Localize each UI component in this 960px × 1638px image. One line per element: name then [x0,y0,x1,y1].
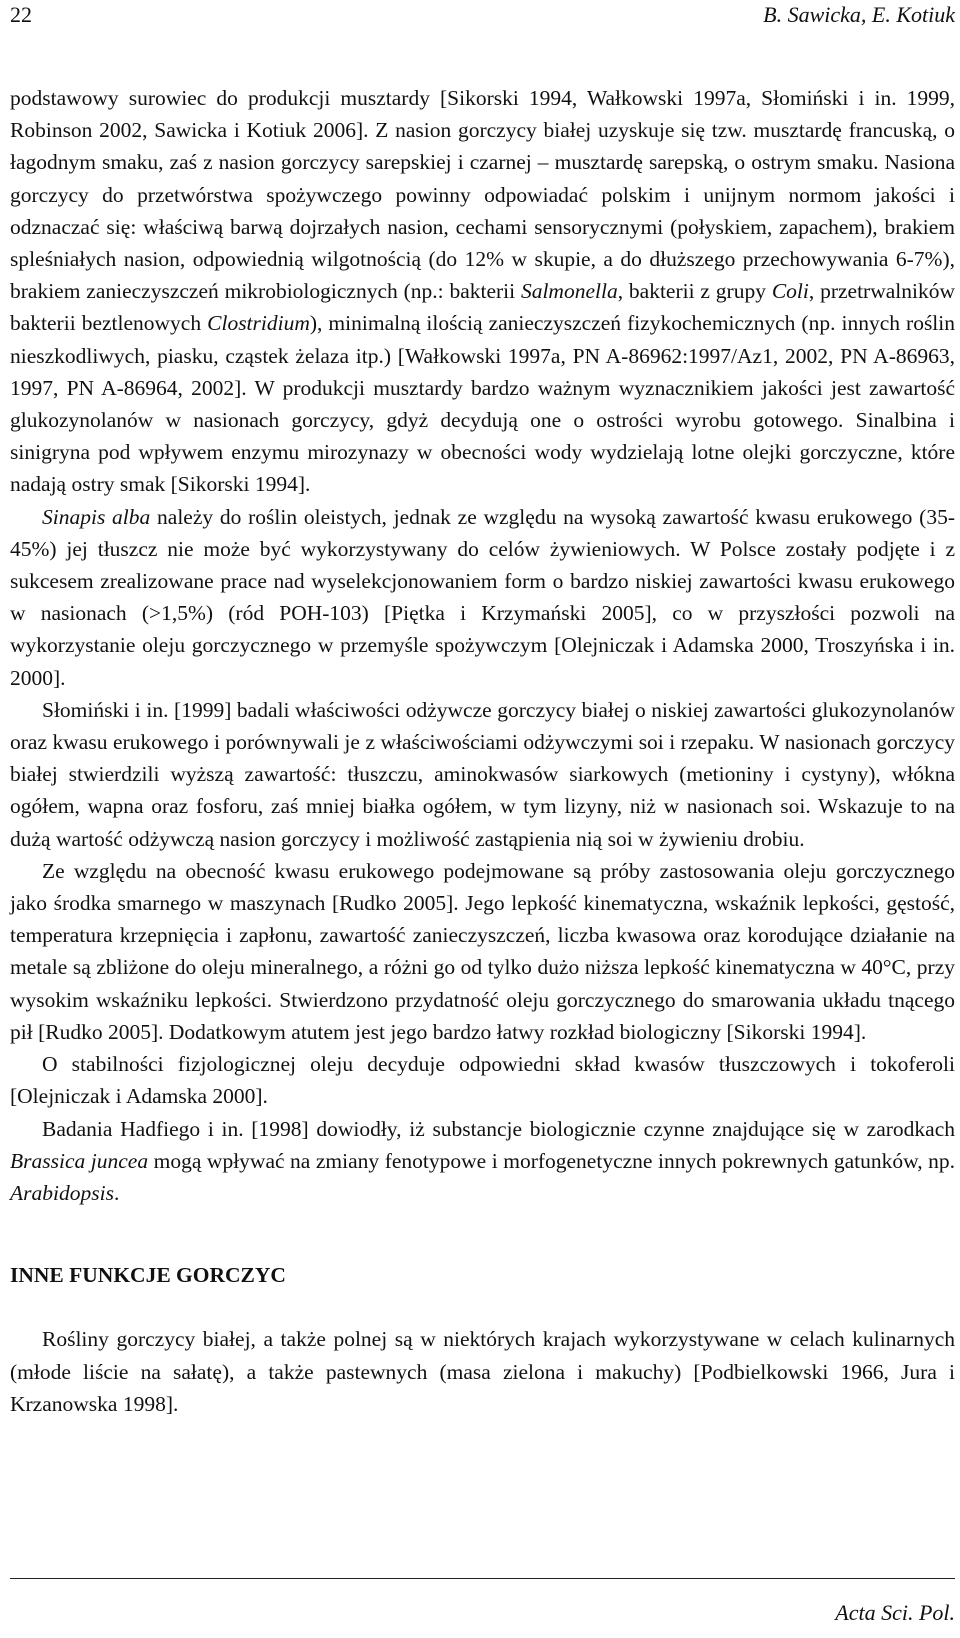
section-paragraphs [10,1323,955,1420]
body-paragraph [10,855,955,1048]
body-paragraph [10,1113,955,1210]
body-paragraph [10,1323,955,1420]
footer-rule [10,1578,955,1579]
section-heading: INNE FUNKCJE GORCZYC [10,1263,286,1288]
italic-term: Coli [771,279,809,304]
body-paragraph [10,82,955,501]
text-run: . [113,1180,120,1205]
body-paragraph [10,694,955,855]
italic-term: Sinapis alba [42,504,151,529]
text-run: należy do roślin oleistych, jednak ze względu na wysoką zawartość kwasu erukowego (35-45%) jej tłuszcz nie może być wykorzystywany do celów żywieniowych. W Polsce zostały podjęte i z sukcesem zrealizowane prace nad wyselekcjonowaniem form o bardzo niskiej zawartości kwasu erukowego w nasionach (>1,5%) (ród POH-103) [Piętka i Krzymański 2005], co w przyszłości pozwoli na wykorzystanie oleju gorczycznego w przemyśle spożywczym [Olejniczak i Adamska 2000, Troszyńska i in. 2000]. [10,504,955,690]
body-text [10,82,955,1420]
text-run: ), minimalną ilością zanieczyszczeń fizykochemicznych (np. innych roślin nieszkodliwych, piasku, cząstek żelaza itp.) [Wałkowski 1997a, PN A-86962:1997/Az1, 2002, PN A-86963, 1997, PN A-86964, 2002]. W produkcji musztardy bardzo ważnym wyznacznikiem jakości jest zawartość glukozynolanów w nasionach gorczycy, gdyż decydują one o ostrości wyrobu gotowego. Sinalbina i sinigryna pod wpływem enzymu mirozynazy w obecności wody wydzielają lotne olejki gorczyczne, które nadają ostry smak [Sikorski 1994]. [10,311,956,497]
italic-term: Clostridium [207,311,310,336]
text-run: Badania Hadfiego i in. [1998] dowiodły, iż substancje biologicznie czynne znajdujące się w zarodkach [42,1116,955,1141]
text-run: , bakterii z grupy [617,279,772,304]
footer-journal-name: Acta Sci. Pol. [835,1600,955,1625]
text-run: Słomiński i in. [1999] badali właściwości odżywcze gorczycy białej o niskiej zawartości glukozynolanów oraz kwasu erukowego i porównywali je z właściwościami odżywczymi soi i rzepaku. W nasionach gorczycy białej stwierdzili wyższą zawartość: tłuszczu, aminokwasów siarkowych (metioniny i cystyny), włókna ogółem, wapna oraz fosforu, zaś mniej białka ogółem, w tym lizyny, niż w nasionach soi. Wskazuje to na dużą wartość odżywczą nasion gorczycy i możliwość zastąpienia nią soi w żywieniu drobiu. [10,697,955,851]
document-page [10,0,955,1638]
main-paragraphs [10,82,955,1209]
page-number: 22 [10,2,32,27]
running-head-authors: B. Sawicka, E. Kotiuk [763,2,955,27]
italic-term: Brassica juncea [10,1148,149,1173]
text-run: Ze względu na obecność kwasu erukowego podejmowane są próby zastosowania oleju gorczycznego jako środka smarnego w maszynach [Rudko 2005]. Jego lepkość kinematyczna, wskaźnik lepkości, gęstość, temperatura krzepnięcia i zapłonu, zawartość zanieczyszczeń, liczba kwasowa oraz korodujące działanie na metale są zbliżone do oleju mineralnego, a różni go od tylko dużo niższa lepkość kinematyczna w 40°C, przy wysokim wskaźniku lepkości. Stwierdzono przydatność oleju gorczycznego do smarowania układu tnącego pił [Rudko 2005]. Dodatkowym atutem jest jego bardzo łatwy rozkład biologiczny [Sikorski 1994]. [10,858,955,1044]
text-run: podstawowy surowiec do produkcji musztardy [Sikorski 1994, Wałkowski 1997a, Słomiński i in. 1999, Robinson 2002, Sawicka i Kotiuk 2006]. Z nasion gorczycy białej uzyskuje się tzw. musztardę francuską, o łagodnym smaku, zaś z nasion gorczycy sarepskiej i czarnej – musztardę sarepską, o ostrym smaku. Nasiona gorczycy do przetwórstwa spożywczego powinny odpowiadać polskim i unijnym normom jakości i odznaczać się: właściwą barwą dojrzałych nasion, cechami sensorycznymi (połyskiem, zapachem), brakiem spleśniałych nasion, odpowiednią wilgotnością (do 12% w skupie, a do dłuższego przechowywania 6-7%), brakiem zanieczyszczeń mikrobiologicznych (np.: bakterii [10,86,955,304]
text-run: mogą wpływać na zmiany fenotypowe i morfogenetyczne innych pokrewnych gatunków, np. [148,1148,955,1173]
italic-term: Salmonella [520,279,618,304]
italic-term: Arabidopsis [10,1180,114,1205]
body-paragraph [10,1048,955,1112]
text-run: , przetrwalników bakterii beztlenowych [10,279,955,336]
body-paragraph [10,501,955,694]
text-run: O stabilności fizjologicznej oleju decyduje odpowiedni skład kwasów tłuszczowych i tokoferoli [Olejniczak i Adamska 2000]. [10,1052,955,1109]
page-header [10,2,955,32]
text-run: Rośliny gorczycy białej, a także polnej są w niektórych krajach wykorzystywane w celach kulinarnych (młode liście na sałatę), a także pastewnych (masa zielona i makuchy) [Podbielkowski 1966, Jura i Krzanowska 1998]. [10,1327,955,1416]
